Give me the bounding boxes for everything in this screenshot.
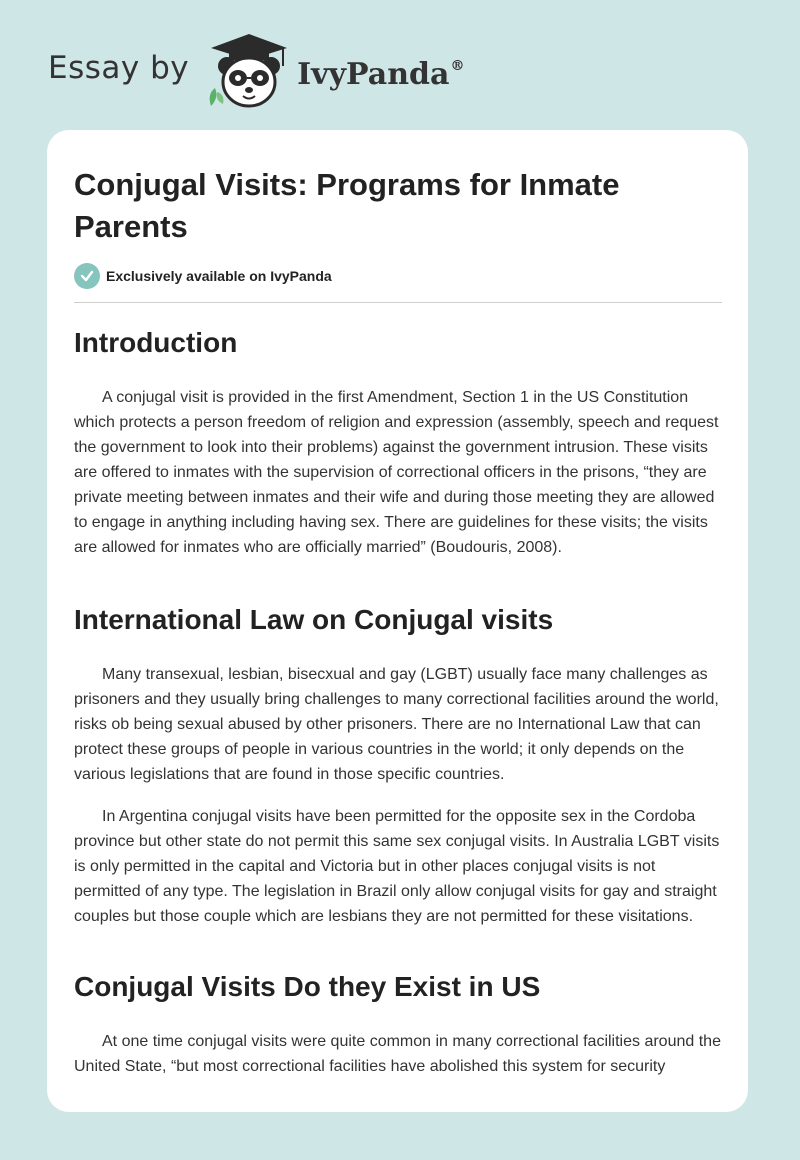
paragraph: A conjugal visit is provided in the first Amendment, Section 1 in the US Constitution which protects a person freedom of religion and expression (assembly, speech and request the government to look into their problems) against the government intrusion. These visits are offered to inmates with the supervision of correctional officers in the prisons, “they are private meeting between inmates and their wife and during those meeting they are allowed to engage in anything including having sex. There are guidelines for these visits; the visits are allowed for inmates who are officially married” (Boudouris, 2008).: [74, 389, 719, 556]
registered-mark: ®: [450, 57, 465, 74]
site-header: [48, 32, 464, 112]
paragraph: In Argentina conjugal visits have been permitted for the opposite sex in the Cordoba province but other state do not permit this same sex conjugal visits. In Australia LGBT visits is only permitted in the capital and Victoria but in other places conjugal visits is not permitted of any type. The legislation in Brazil only allow conjugal visits for gay and straight couples but those couple which are lesbians they are not permitted for these visitations.: [74, 808, 720, 925]
essay-by-label: Essay by: [48, 50, 190, 86]
page-title: Conjugal Visits: Programs for Inmate Parents: [74, 167, 620, 244]
section-heading-introduction: Introduction: [74, 327, 238, 358]
exclusive-label: Exclusively available on IvyPanda: [106, 268, 332, 284]
paragraph: Many transexual, lesbian, bisecxual and gay (LGBT) usually face many challenges as prisoners and they usually bring challenges to many correctional facilities around the world, risks ob being sexual abused by other prisoners. There are no International Law that can protect these groups of people in various countries in the world; it only depends on the various legislations that are found in those specific countries.: [74, 666, 719, 783]
exclusive-badge: [74, 263, 332, 289]
check-icon: [74, 263, 100, 289]
brand-name[interactable]: IvyPanda®: [297, 56, 465, 92]
panda-logo-icon[interactable]: [203, 32, 295, 112]
section-heading-conjugal-visits-us: Conjugal Visits Do they Exist in US: [74, 971, 541, 1002]
divider: [74, 302, 722, 303]
section-heading-international-law: International Law on Conjugal visits: [74, 604, 554, 635]
paragraph: At one time conjugal visits were quite common in many correctional facilities around the United State, “but most correctional facilities have abolished this system for security: [74, 1033, 721, 1075]
essay-card: [47, 130, 748, 1112]
